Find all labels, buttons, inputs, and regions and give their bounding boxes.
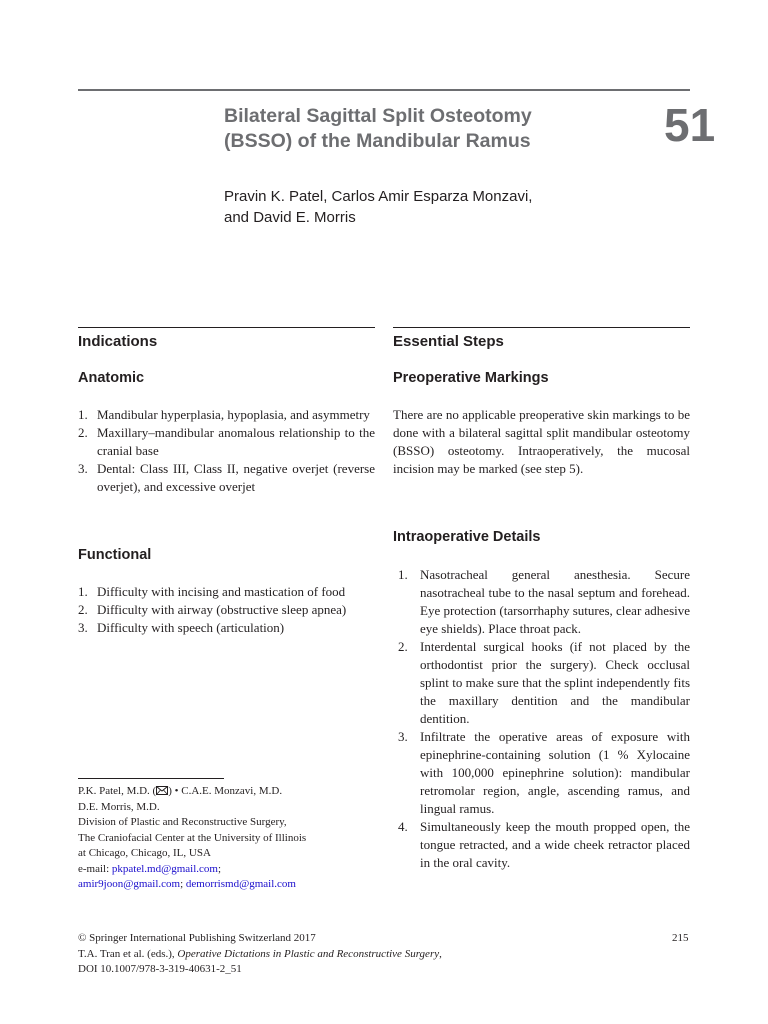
chapter-title	[224, 104, 532, 154]
affiliation-line3: Division of Plastic and Reconstructive Surgery,	[78, 816, 287, 828]
authors-line1: Pravin K. Patel, Carlos Amir Esparza Monzavi,	[224, 188, 533, 205]
author-monzavi: ) • C.A.E. Monzavi, M.D.	[168, 785, 283, 797]
email-label: e-mail:	[78, 862, 112, 875]
functional-list	[78, 583, 375, 637]
envelope-icon[interactable]	[156, 785, 168, 797]
preoperative-markings-text: There are no applicable preoperative skin markings to be done with a bilateral sagittal split mandibular osteotomy (BSSO) osteotomy. Intraoperatively, the mucosal incision may be marked (see step 5).	[393, 407, 690, 476]
footer	[78, 931, 442, 978]
list-text: Difficulty with airway (obstructive sleep apnea)	[97, 602, 347, 617]
list-item	[398, 728, 690, 818]
list-text: Dental: Class III, Class II, negative overjet (reverse overjet), and excessive overjet	[97, 461, 375, 494]
doi: DOI 10.1007/978-3-319-40631-2_51	[78, 963, 242, 975]
list-item	[78, 424, 375, 460]
citation-editors: T.A. Tran et al. (eds.),	[78, 947, 178, 960]
list-number: 2.	[78, 602, 88, 617]
email-link-patel[interactable]: pkpatel.md@gmail.com	[111, 862, 218, 875]
email-link-morris[interactable]: demorrismd@gmail.com	[185, 878, 296, 890]
list-text: Interdental surgical hooks (if not placed by the orthodontist prior the surgery). Check occlusal splint to make sure that the splint independently fits the maxillary dentition and the mandibular dentition.	[420, 639, 690, 726]
footnote-rule	[78, 778, 224, 779]
chapter-number: 51	[664, 99, 716, 151]
citation	[78, 947, 442, 963]
list-item	[398, 818, 690, 872]
authors-line2: and David E. Morris	[224, 209, 356, 226]
essential-steps-heading: Essential Steps	[393, 333, 504, 350]
affiliation-line1	[78, 784, 306, 800]
intraoperative-list	[398, 566, 690, 872]
list-text: Simultaneously keep the mouth propped open, the tongue retracted, and a wide cheek retractor placed in the oral cavity.	[420, 819, 690, 870]
list-number: 2.	[78, 425, 88, 440]
affiliation	[78, 784, 306, 893]
page-number: 215	[672, 932, 689, 944]
email-link-monzavi[interactable]: amir9joon@gmail.com	[78, 878, 181, 890]
author-patel: P.K. Patel, M.D. (	[78, 785, 157, 797]
list-item	[78, 583, 375, 601]
list-number: 3.	[78, 620, 88, 635]
list-number: 2.	[398, 639, 408, 654]
list-text: Maxillary–mandibular anomalous relationship to the cranial base	[97, 425, 375, 458]
list-item	[78, 460, 375, 496]
list-item	[78, 601, 375, 619]
list-number: 1.	[398, 567, 408, 582]
list-item	[398, 566, 690, 638]
right-column-rule	[393, 327, 690, 328]
authors	[224, 186, 532, 228]
affiliation-email-line1	[78, 862, 306, 878]
citation-book-title: Operative Dictations in Plastic and Reconstructive Surgery	[177, 947, 440, 960]
preoperative-markings-heading: Preoperative Markings	[393, 370, 549, 386]
left-column-rule	[78, 327, 375, 328]
list-item	[78, 406, 375, 424]
anatomic-list	[78, 406, 375, 496]
chapter-title-line2: (BSSO) of the Mandibular Ramus	[224, 130, 531, 152]
copyright: © Springer International Publishing Switzerland 2017	[78, 932, 316, 944]
anatomic-heading: Anatomic	[78, 370, 145, 386]
list-item	[78, 619, 375, 637]
list-text: Difficulty with speech (articulation)	[97, 620, 285, 635]
list-text: Difficulty with incising and mastication of food	[97, 584, 346, 599]
list-number: 4.	[398, 819, 408, 834]
affiliation-line2: D.E. Morris, M.D.	[78, 800, 160, 813]
list-item	[398, 638, 690, 728]
citation-punct: ,	[439, 947, 442, 960]
email-separator: ;	[180, 878, 186, 890]
affiliation-line5: at Chicago, Chicago, IL, USA	[78, 847, 211, 859]
intraoperative-details-heading: Intraoperative Details	[393, 529, 541, 545]
chapter-title-line1: Bilateral Sagittal Split Osteotomy	[224, 105, 532, 127]
top-rule	[78, 89, 690, 91]
indications-heading: Indications	[78, 333, 158, 350]
list-number: 1.	[78, 584, 88, 599]
list-text: Nasotracheal general anesthesia. Secure nasotracheal tube to the nasal septum and forehead. Eye protection (tarsorrhaphy sutures, clear adhesive eye shields). Place throat pack.	[420, 567, 691, 636]
email-separator: ;	[217, 862, 222, 875]
affiliation-line4: The Craniofacial Center at the University of Illinois	[78, 831, 307, 844]
list-text: Mandibular hyperplasia, hypoplasia, and asymmetry	[97, 407, 370, 422]
list-number: 3.	[78, 461, 88, 476]
functional-heading: Functional	[78, 547, 152, 563]
list-number: 1.	[78, 407, 88, 422]
affiliation-email-line2	[78, 877, 306, 893]
list-text: Infiltrate the operative areas of exposure with epinephrine-containing solution (1 % Xylocaine with 100,000 epinephrine solution): mandibular retromolar region, angle, ascending ramus, and lingual ramus.	[420, 729, 690, 816]
list-number: 3.	[398, 729, 408, 744]
